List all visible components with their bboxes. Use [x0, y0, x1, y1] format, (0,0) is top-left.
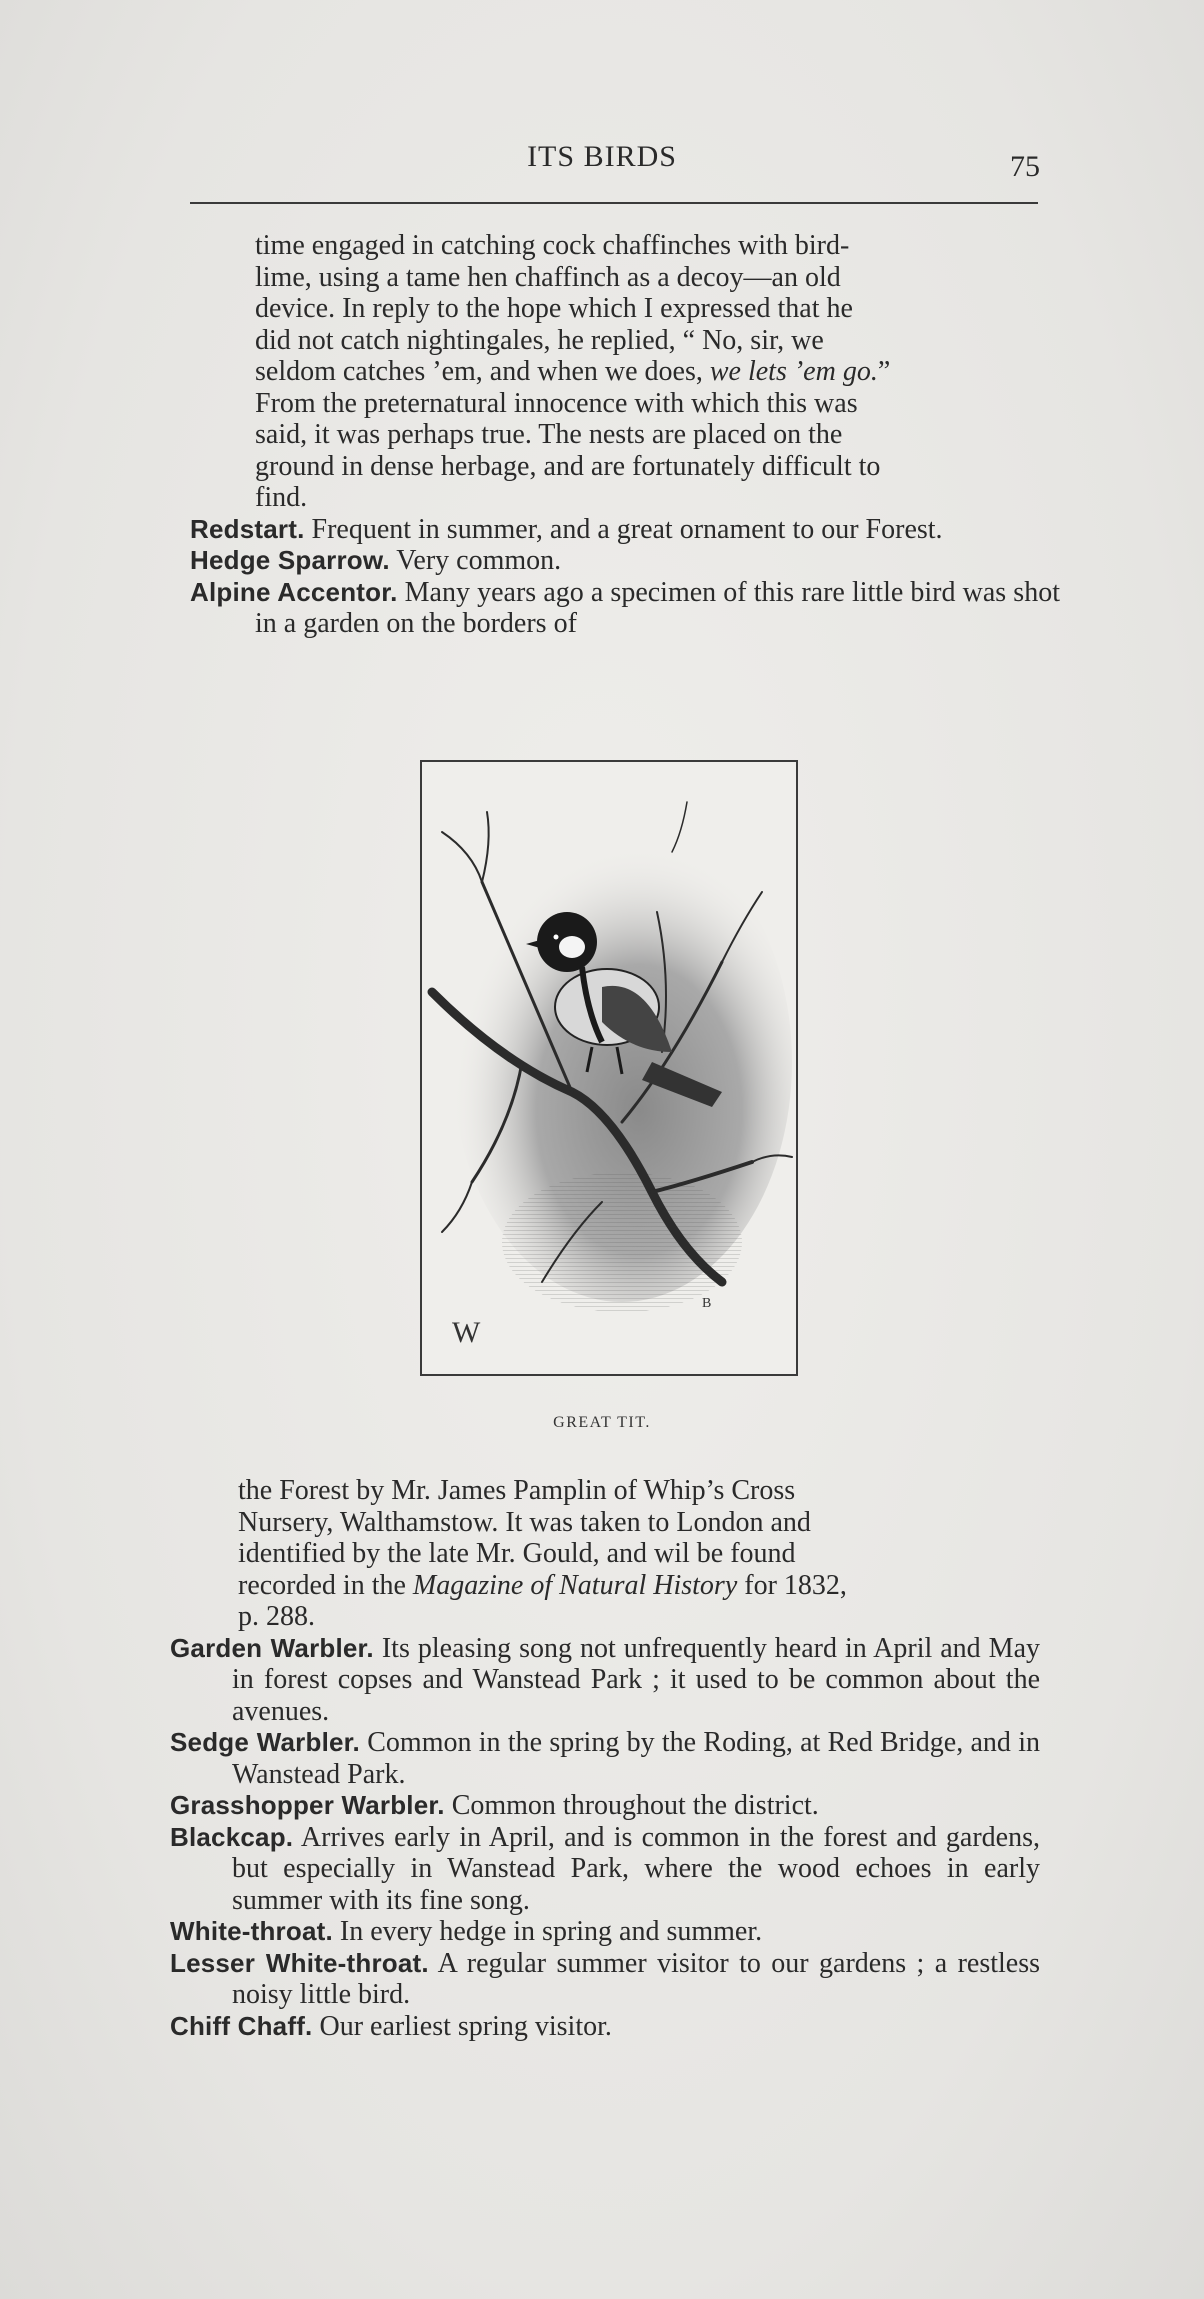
engraver-mark: B: [702, 1296, 712, 1311]
species-name: Hedge Sparrow.: [190, 545, 390, 575]
text-line: the Forest by Mr. James Pamplin of Whip’s Cross: [238, 1475, 796, 1506]
species-entry: [190, 545, 1060, 577]
species-text: Arrives early in April, and is common in the forest and gardens, but especially in Wanstead Park, where the wood echoes in early summer with its fine song.: [232, 1821, 1040, 1916]
page-number: 75: [1010, 150, 1040, 183]
species-entry: [170, 1822, 1040, 1917]
species-entry: [170, 1633, 1040, 1728]
running-head: ITS BIRDS: [527, 140, 677, 173]
species-entry: [170, 1916, 1040, 1948]
text-fragment: for 1832,: [737, 1569, 847, 1601]
text-line: did not catch nightingales, he replied, “ No, sir, we: [255, 324, 824, 356]
species-name: White-throat.: [170, 1916, 333, 1946]
text-line: time engaged in catching cock chaffinches with bird-: [255, 230, 850, 261]
species-text: Common throughout the district.: [444, 1790, 819, 1821]
species-entry: [190, 514, 1060, 546]
text-line: ground in dense herbage, and are fortunately difficult to: [255, 450, 881, 482]
top-text-block: [180, 230, 1060, 640]
species-list-bottom: [170, 1633, 1040, 2043]
species-text: Many years ago a specimen of this rare little bird was shot in a garden on the borders of: [255, 576, 1060, 639]
italic-quote: we lets ’em go.: [709, 356, 878, 387]
header-rule: [190, 202, 1038, 204]
species-text: Frequent in summer, and a great ornament to our Forest.: [304, 513, 943, 545]
lower-shading: [502, 1172, 742, 1312]
species-entry: [170, 1790, 1040, 1822]
text-fragment: ”: [877, 356, 891, 387]
text-line: Nursery, Walthamstow. It was taken to London and: [238, 1506, 811, 1538]
continued-paragraph: [170, 1475, 1040, 1633]
species-entry: [170, 1727, 1040, 1790]
figure-caption: GREAT TIT.: [553, 1414, 651, 1431]
text-fragment: recorded in the: [238, 1569, 413, 1601]
great-tit-engraving: [420, 760, 798, 1376]
species-entry: [170, 1948, 1040, 2011]
text-line: find.: [255, 482, 308, 513]
species-name: Garden Warbler.: [170, 1632, 374, 1663]
species-name: Blackcap.: [170, 1821, 294, 1852]
species-entry: [190, 577, 1060, 640]
species-entry: [170, 2011, 1040, 2043]
text-line: [255, 356, 1060, 388]
species-name: Grasshopper Warbler.: [170, 1790, 445, 1820]
species-text: A regular summer visitor to our gardens ; a restless noisy little bird.: [232, 1947, 1040, 2010]
text-line: [238, 1570, 1040, 1602]
species-text: Very common.: [389, 545, 562, 576]
species-text: In every hedge in spring and summer.: [332, 1916, 763, 1947]
species-name: Lesser White-throat.: [170, 1947, 429, 1978]
species-text: Our earliest spring visitor.: [312, 2010, 612, 2042]
species-list-top: [190, 514, 1060, 640]
text-line: lime, using a tame hen chaffinch as a decoy—an old: [255, 261, 841, 293]
species-name: Chiff Chaff.: [170, 2010, 313, 2041]
species-text: Common in the spring by the Roding, at Red Bridge, and in Wanstead Park.: [232, 1727, 1040, 1790]
species-name: Redstart.: [190, 513, 305, 544]
bird-illustration: [422, 762, 796, 1374]
italic-title: Magazine of Natural History: [412, 1569, 738, 1601]
species-name: Alpine Accentor.: [190, 576, 398, 607]
continued-paragraph: [180, 230, 1060, 514]
text-line: identified by the late Mr. Gould, and wil be found: [238, 1538, 796, 1569]
species-text: Its pleasing song not unfrequently heard in April and May in forest copses and Wanstead Park ; it used to be common about the avenues.: [232, 1632, 1040, 1727]
text-line: From the preternatural innocence with which this was: [255, 387, 858, 419]
species-name: Sedge Warbler.: [170, 1727, 360, 1757]
text-line: p. 288.: [238, 1601, 315, 1632]
text-fragment: seldom catches ’em, and when we does,: [255, 356, 710, 387]
artist-monogram: W: [452, 1316, 481, 1349]
text-line: device. In reply to the hope which I expressed that he: [255, 293, 853, 324]
bottom-text-block: [170, 1475, 1040, 2042]
text-line: said, it was perhaps true. The nests are placed on the: [255, 419, 843, 450]
